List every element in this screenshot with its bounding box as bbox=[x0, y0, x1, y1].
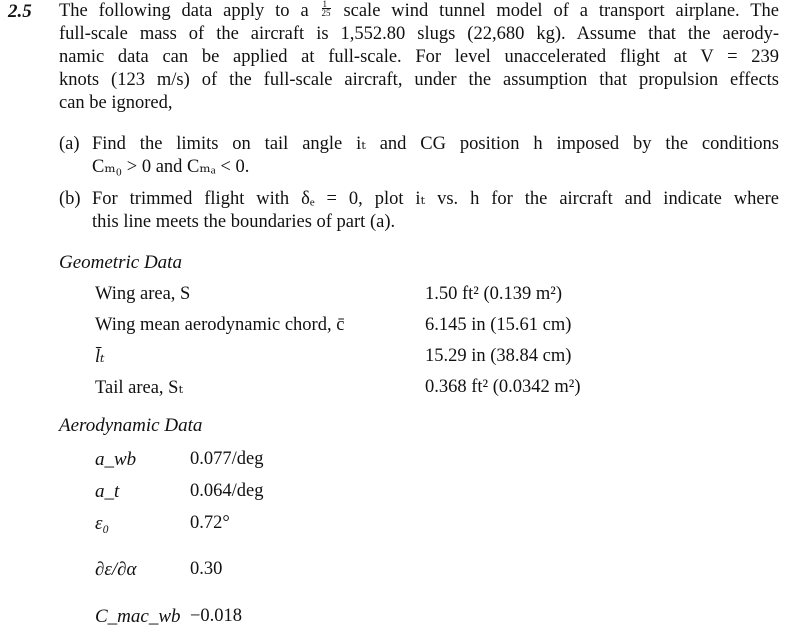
aero-value-at: 0.064/deg bbox=[190, 481, 264, 501]
geo-label-tail-area: Tail area, Sₜ bbox=[95, 378, 184, 398]
part-a-line-2: Cₘ₀ > 0 and Cₘₐ < 0. bbox=[92, 157, 250, 177]
aero-symbol-at: a_t bbox=[95, 481, 120, 502]
geometric-data-heading: Geometric Data bbox=[59, 252, 182, 273]
part-b bbox=[59, 188, 779, 234]
geo-label-mac: Wing mean aerodynamic chord, c̄ bbox=[95, 315, 345, 335]
intro-line-5: can be ignored, bbox=[59, 93, 173, 113]
intro-line-1 bbox=[59, 0, 779, 23]
geo-value-mac: 6.145 in (15.61 cm) bbox=[425, 315, 572, 335]
part-a bbox=[59, 133, 779, 179]
scale-fraction bbox=[322, 0, 331, 17]
aero-symbol-cmac-wb: C_mac_wb bbox=[95, 606, 181, 627]
part-b-line-2: this line meets the boundaries of part (a). bbox=[92, 212, 396, 232]
intro-line-2: full-scale mass of the aircraft is 1,552.80 slugs (22,680 kg). Assume that the aerody- bbox=[59, 24, 779, 44]
intro-line-1a: The following data apply to a bbox=[59, 1, 309, 21]
problem-statement bbox=[59, 0, 779, 115]
aero-symbol-downwash-gradient: ∂ε/∂α bbox=[95, 559, 137, 580]
intro-line-4: knots (123 m/s) of the full-scale aircraft, under the assumption that propulsion effects bbox=[59, 70, 779, 90]
part-b-line-1: For trimmed flight with δₑ = 0, plot iₜ vs. h for the aircraft and indicate where bbox=[92, 189, 779, 209]
part-a-line-1: Find the limits on tail angle iₜ and CG position h imposed by the conditions bbox=[92, 134, 779, 154]
aero-symbol-awb: a_wb bbox=[95, 449, 137, 470]
aerodynamic-data-heading: Aerodynamic Data bbox=[59, 415, 203, 436]
scale-denominator: 25 bbox=[321, 8, 331, 19]
scale-numerator: 1 bbox=[322, 0, 331, 9]
aero-value-epsilon0: 0.72° bbox=[190, 513, 230, 533]
part-a-label: (a) bbox=[59, 134, 80, 154]
geo-value-tail-area: 0.368 ft² (0.0342 m²) bbox=[425, 377, 581, 397]
intro-line-1b: scale wind tunnel model of a transport airplane. The bbox=[343, 1, 780, 21]
problem-number: 2.5 bbox=[8, 1, 32, 22]
geo-value-wing-area: 1.50 ft² (0.139 m²) bbox=[425, 284, 562, 304]
intro-line-3: namic data can be applied at full-scale. For level unaccelerated flight at V = 239 bbox=[59, 47, 779, 67]
aero-value-cmac-wb: −0.018 bbox=[190, 606, 243, 626]
aero-value-downwash-gradient: 0.30 bbox=[190, 559, 223, 579]
geo-value-tail-arm: 15.29 in (38.84 cm) bbox=[425, 346, 572, 366]
part-b-label: (b) bbox=[59, 189, 81, 209]
geo-label-tail-arm: l̄ₜ bbox=[95, 347, 105, 367]
geo-label-wing-area: Wing area, S bbox=[95, 284, 191, 304]
aero-value-awb: 0.077/deg bbox=[190, 449, 264, 469]
aero-symbol-epsilon0: ε₀ bbox=[95, 513, 110, 534]
